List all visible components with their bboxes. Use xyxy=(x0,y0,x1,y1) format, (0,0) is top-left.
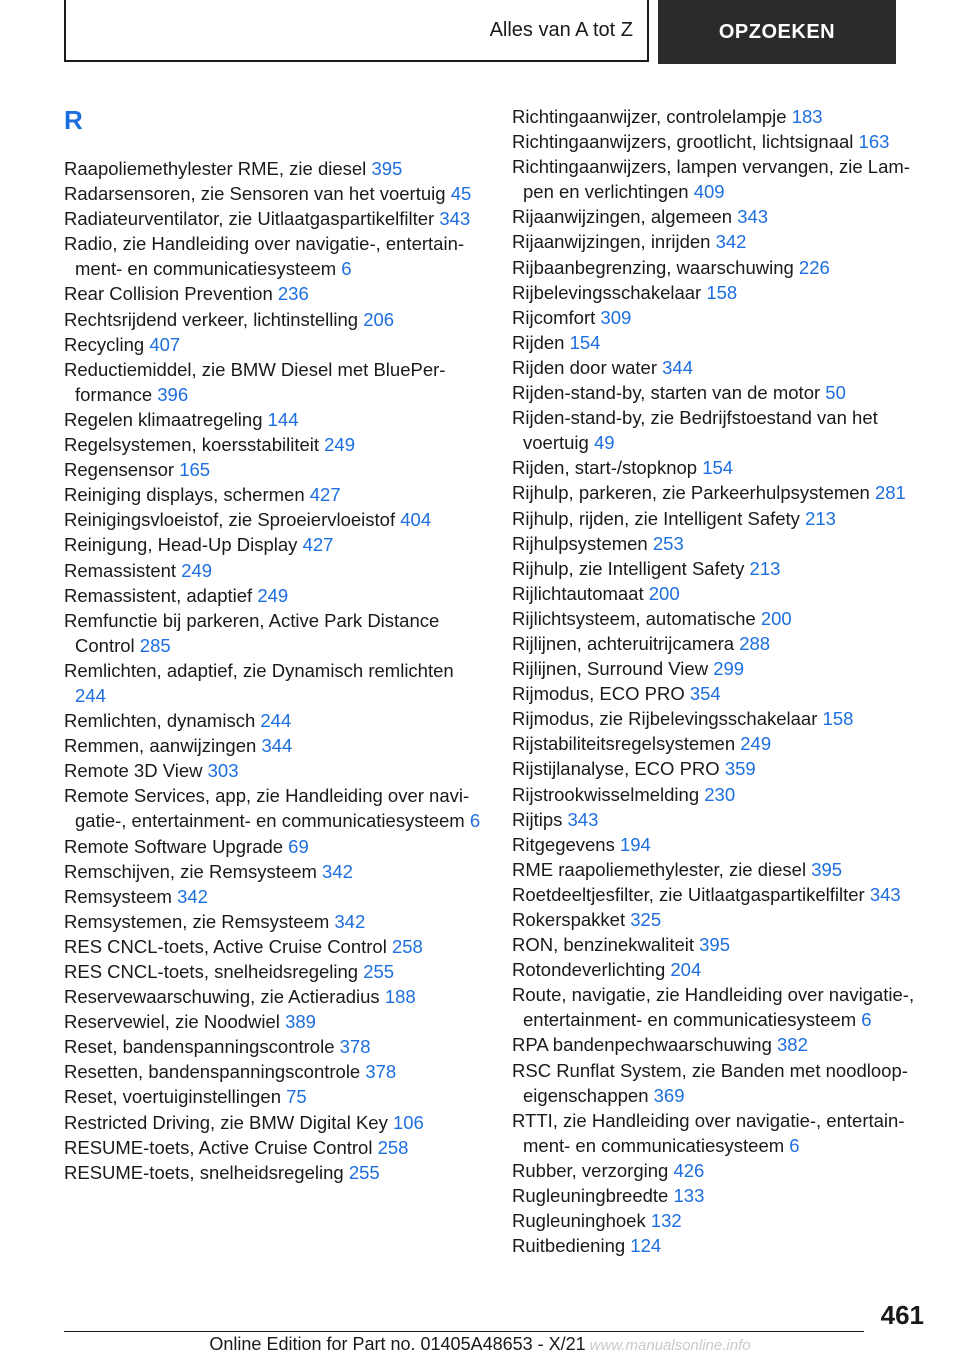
index-list-right xyxy=(512,104,932,1258)
index-entry-term: Route, navigatie, zie Handleiding over navigatie-, entertainment- en communicatiesysteem xyxy=(512,984,915,1031)
index-entry-term: Resetten, bandenspanningscontrole xyxy=(64,1061,366,1083)
footer-watermark: www.manualsonline.info xyxy=(589,1337,751,1354)
index-entry xyxy=(512,204,932,229)
index-entry-term: Rijmodus, zie Rijbelevingsschakelaar xyxy=(512,708,823,730)
page-reference-link[interactable]: 404 xyxy=(400,509,432,531)
index-entry xyxy=(64,758,484,783)
index-entry xyxy=(512,1108,932,1158)
page-reference-link[interactable]: 342 xyxy=(177,885,208,907)
index-entry-term: Ruitbediening xyxy=(512,1235,631,1257)
index-entry xyxy=(512,832,932,857)
index-entry-term: Rijden door water xyxy=(512,356,663,378)
index-entry xyxy=(512,957,932,982)
index-entry xyxy=(64,206,484,231)
index-entry xyxy=(64,307,484,332)
index-entry-term: Raapoliemethylester RME, zie diesel xyxy=(64,158,372,179)
index-entry xyxy=(64,1034,484,1059)
index-entry-term: RME raapoliemethylester, zie diesel xyxy=(512,858,812,880)
index-entry-term: Remote Services, app, zie Handleiding over navigatie-, entertainment- en communicatiesysteem xyxy=(64,785,470,832)
index-entry-term: RPA bandenpechwaarschuwing xyxy=(512,1034,777,1056)
page-reference-link[interactable]: 165 xyxy=(179,459,211,481)
page-reference-link[interactable]: 427 xyxy=(302,534,334,556)
index-entry-term: Rotondeverlichting xyxy=(512,959,671,981)
index-entry xyxy=(64,859,484,884)
index-entry-term: Rijbaanbegrenzing, waarschuwing xyxy=(512,256,799,278)
index-entry-term: Reservewaarschuwing, zie Actieradius xyxy=(64,986,385,1008)
page-reference-link[interactable]: 244 xyxy=(260,710,292,732)
index-entry-term: Rijbelevingsschakelaar xyxy=(512,281,707,303)
page-reference-link[interactable]: 342 xyxy=(334,910,366,932)
index-entry xyxy=(512,681,932,706)
index-column-right xyxy=(512,104,932,1258)
index-entry-term: Reinigung, Head-Up Display xyxy=(64,534,303,556)
index-entry-term: Rijstijlanalyse, ECO PRO xyxy=(512,758,725,780)
page-reference-link[interactable]: 188 xyxy=(384,986,416,1008)
page-reference-link[interactable]: 154 xyxy=(569,331,601,353)
page-reference-link[interactable]: 154 xyxy=(702,457,734,479)
index-entry-term: RES CNCL-toets, Active Cruise Control xyxy=(64,935,392,957)
index-entry-term: RESUME-toets, snelheidsregeling xyxy=(64,1161,349,1183)
index-entry xyxy=(512,982,932,1032)
index-entry xyxy=(64,231,484,281)
index-entry xyxy=(64,884,484,909)
page-reference-link[interactable]: 258 xyxy=(377,1136,409,1158)
index-entry-term: Reinigingsvloeistof, zie Sproeiervloeistof xyxy=(64,509,401,531)
page-reference-link[interactable]: 244 xyxy=(75,684,106,706)
index-entry xyxy=(64,909,484,934)
page-reference-link[interactable]: 106 xyxy=(392,1111,424,1133)
index-entry-term: Rijhulp, zie Intelligent Safety xyxy=(512,557,750,579)
index-entry-term: Restricted Driving, zie BMW Digital Key xyxy=(64,1111,393,1133)
footer-edition: Online Edition for Part no. 01405A48653 - X/21 xyxy=(209,1334,586,1354)
index-entry-term: RES CNCL-toets, snelheidsregeling xyxy=(64,961,364,982)
page-reference-link[interactable]: 226 xyxy=(798,256,830,278)
index-entry xyxy=(512,857,932,882)
index-entry xyxy=(512,882,932,907)
page-number: 461 xyxy=(880,1300,924,1330)
index-entry xyxy=(512,129,932,154)
index-entry-term: Remlichten, adaptief, zie Dynamisch remlichten xyxy=(64,659,454,681)
index-entry xyxy=(512,1058,932,1108)
page-reference-link[interactable]: 50 xyxy=(825,382,846,404)
index-entry-term: RON, benzinekwaliteit xyxy=(512,934,700,956)
page-reference-link[interactable]: 213 xyxy=(749,557,781,579)
index-entry xyxy=(512,355,932,380)
page-reference-link[interactable]: 288 xyxy=(739,632,771,654)
page-reference-link[interactable]: 299 xyxy=(713,658,745,680)
index-entry xyxy=(64,407,484,432)
index-entry xyxy=(512,380,932,405)
page-reference-link[interactable]: 343 xyxy=(869,883,901,905)
index-entry xyxy=(512,606,932,631)
index-entry-term: Reservewiel, zie Noodwiel xyxy=(64,1011,286,1033)
index-entry-term: Remote 3D View xyxy=(64,760,208,782)
index-entry xyxy=(64,181,484,206)
page-reference-link[interactable]: 378 xyxy=(339,1036,371,1058)
index-entry xyxy=(512,405,932,455)
page-reference-link[interactable]: 426 xyxy=(673,1159,705,1181)
index-entry xyxy=(64,733,484,758)
page-reference-link[interactable]: 200 xyxy=(648,582,680,604)
index-entry-term: RTTI, zie Handleiding over navigatie-, entertainment- en communicatiesysteem xyxy=(512,1109,905,1156)
index-entry xyxy=(64,658,484,708)
index-entry-term: Ritgegevens xyxy=(512,833,620,855)
index-entry xyxy=(64,1009,484,1034)
page-reference-link[interactable]: 303 xyxy=(207,760,239,782)
index-entry-term: Rijlichtsysteem, automatische xyxy=(512,607,761,629)
index-entry-term: Rijden xyxy=(512,331,570,353)
page-reference-link[interactable]: 253 xyxy=(652,532,684,554)
page-reference-link[interactable]: 133 xyxy=(673,1185,705,1207)
section-letter: R xyxy=(64,105,83,135)
index-entry-term: Reset, bandenspanningscontrole xyxy=(64,1036,340,1058)
page-reference-link[interactable]: 285 xyxy=(139,634,171,656)
index-entry-term: Reset, voertuiginstellingen xyxy=(64,1086,287,1108)
index-entry-term: Rijden-stand-by, starten van de motor xyxy=(512,382,826,404)
page-reference-link[interactable]: 427 xyxy=(309,484,341,506)
index-entry-term: Regelsystemen, koersstabiliteit xyxy=(64,434,325,456)
page-reference-link[interactable]: 359 xyxy=(724,758,756,780)
index-entry xyxy=(64,834,484,859)
page-reference-link[interactable]: 281 xyxy=(874,482,906,504)
page-reference-link[interactable]: 354 xyxy=(689,683,721,705)
index-entry xyxy=(64,457,484,482)
page-reference-link[interactable]: 194 xyxy=(619,833,651,855)
index-column-left xyxy=(64,104,484,1185)
page-reference-link[interactable]: 75 xyxy=(286,1086,307,1108)
page-reference-link[interactable]: 325 xyxy=(630,909,662,930)
index-entry-term: RESUME-toets, Active Cruise Control xyxy=(64,1136,378,1158)
index-entry-term: Rijstrookwisselmelding xyxy=(512,783,705,805)
index-entry xyxy=(512,556,932,581)
page-reference-link[interactable]: 144 xyxy=(267,408,299,430)
index-entry xyxy=(512,1032,932,1057)
page-reference-link[interactable]: 343 xyxy=(439,208,471,230)
index-entry xyxy=(512,330,932,355)
page-reference-link[interactable]: 249 xyxy=(740,733,772,755)
index-entry-term: Remsysteem xyxy=(64,885,178,907)
page-header xyxy=(0,0,960,66)
index-entry xyxy=(64,1110,484,1135)
page-reference-link[interactable]: 163 xyxy=(858,131,890,153)
index-entry xyxy=(512,706,932,731)
index-entry xyxy=(512,1233,932,1258)
page-reference-link[interactable]: 206 xyxy=(363,308,395,330)
footer xyxy=(0,1334,960,1355)
index-entry-term: Remlichten, dynamisch xyxy=(64,710,261,732)
page-reference-link[interactable]: 255 xyxy=(348,1161,380,1183)
index-entry-term: Radio, zie Handleiding over navigatie-, entertainment- en communicatiesysteem xyxy=(64,233,465,280)
index-entry xyxy=(512,104,932,129)
index-entry-term: Regensensor xyxy=(64,459,180,481)
index-entry-term: Richtingaanwijzers, lampen vervangen, zie Lampen en verlichtingen xyxy=(512,156,910,203)
index-entry-term: Rijaanwijzingen, inrijden xyxy=(512,231,716,253)
index-entry xyxy=(64,1160,484,1185)
index-entry xyxy=(512,656,932,681)
index-entry-term: Rechtsrijdend verkeer, lichtinstelling xyxy=(64,308,364,330)
page-reference-link[interactable]: 255 xyxy=(363,961,395,982)
index-entry xyxy=(64,934,484,959)
index-entry-term: Reiniging displays, schermen xyxy=(64,484,310,506)
search-tab[interactable] xyxy=(658,0,896,64)
page-reference-link[interactable]: 342 xyxy=(322,860,353,882)
index-entry xyxy=(64,1135,484,1160)
page-reference-link[interactable]: 49 xyxy=(593,432,615,454)
index-entry xyxy=(512,154,932,204)
search-tab-label: OPZOEKEN xyxy=(718,20,836,43)
index-entry xyxy=(64,156,484,181)
page-reference-link[interactable]: 6 xyxy=(861,1009,872,1031)
index-entry xyxy=(512,255,932,280)
index-entry-term: Rijmodus, ECO PRO xyxy=(512,683,690,705)
page-reference-link[interactable]: 309 xyxy=(600,306,632,328)
index-entry xyxy=(512,782,932,807)
index-entry xyxy=(512,1208,932,1233)
index-entry xyxy=(64,608,484,658)
page-reference-link[interactable]: 236 xyxy=(277,283,309,305)
index-entry xyxy=(512,631,932,656)
page-reference-link[interactable]: 230 xyxy=(704,783,736,805)
index-entry-term: Rijstabiliteitsregelsystemen xyxy=(512,733,741,755)
page-reference-link[interactable]: 407 xyxy=(149,333,181,355)
page-reference-link[interactable]: 45 xyxy=(450,183,472,205)
index-entry-term: Radarsensoren, zie Sensoren van het voertuig xyxy=(64,183,451,205)
index-entry-term: Rijtips xyxy=(512,808,568,830)
page-reference-link[interactable]: 343 xyxy=(567,808,599,830)
index-entry xyxy=(64,558,484,583)
index-entry-term: Rijaanwijzingen, algemeen xyxy=(512,206,738,228)
index-entry-term: Remmen, aanwijzingen xyxy=(64,735,262,757)
index-entry-term: Rugleuningbreedte xyxy=(512,1185,674,1207)
index-entry xyxy=(512,531,932,556)
index-entry xyxy=(64,432,484,457)
page-reference-link[interactable]: 382 xyxy=(777,1034,808,1056)
page-reference-link[interactable]: 124 xyxy=(630,1235,662,1257)
index-entry-term: RSC Runflat System, zie Banden met noodloopeigenschappen xyxy=(512,1059,908,1106)
page-reference-link[interactable]: 158 xyxy=(822,708,854,730)
index-entry-term: Rijhulpsystemen xyxy=(512,532,653,554)
index-entry-term: Radiateurventilator, zie Uitlaatgaspartikelfilter xyxy=(64,208,440,230)
index-entry-term: Rokerspakket xyxy=(512,909,631,930)
page-reference-link[interactable]: 249 xyxy=(324,434,356,456)
page-reference-link[interactable]: 249 xyxy=(181,559,213,581)
index-entry xyxy=(64,984,484,1009)
index-entry-term: Remassistent xyxy=(64,559,182,581)
index-entry xyxy=(64,1084,484,1109)
index-entry xyxy=(64,332,484,357)
section-tab[interactable] xyxy=(64,0,649,62)
index-entry-term: Regelen klimaatregeling xyxy=(64,408,268,430)
index-entry xyxy=(64,583,484,608)
page-reference-link[interactable]: 213 xyxy=(805,507,836,529)
page-reference-link[interactable]: 395 xyxy=(371,158,403,179)
index-entry xyxy=(64,357,484,407)
section-tab-label: Alles van A tot Z xyxy=(489,18,633,41)
page-reference-link[interactable]: 395 xyxy=(699,934,731,956)
index-entry-term: Richtingaanwijzers, grootlicht, lichtsignaal xyxy=(512,131,859,153)
index-list-left xyxy=(64,156,484,1185)
index-entry xyxy=(512,480,932,505)
index-entry xyxy=(64,281,484,306)
index-entry xyxy=(512,1183,932,1208)
index-entry xyxy=(512,731,932,756)
page-reference-link[interactable]: 132 xyxy=(650,1210,682,1232)
index-entry xyxy=(64,783,484,833)
index-entry-term: Rijcomfort xyxy=(512,306,601,328)
page-reference-link[interactable]: 258 xyxy=(391,935,423,957)
index-entry xyxy=(64,482,484,507)
index-entry-term: Remassistent, adaptief xyxy=(64,584,258,606)
index-entry-term: Richtingaanwijzer, controlelampje xyxy=(512,106,792,127)
index-entry xyxy=(64,708,484,733)
page-reference-link[interactable]: 6 xyxy=(469,810,481,832)
index-entry-term: Remote Software Upgrade xyxy=(64,835,289,857)
page-reference-link[interactable]: 369 xyxy=(653,1084,685,1106)
index-entry-term: Rugleuninghoek xyxy=(512,1210,651,1232)
page-reference-link[interactable]: 249 xyxy=(257,584,289,606)
index-entry xyxy=(512,807,932,832)
index-entry-term: Recycling xyxy=(64,333,150,355)
page-reference-link[interactable]: 204 xyxy=(670,959,702,981)
index-entry-term: Rijhulp, rijden, zie Intelligent Safety xyxy=(512,507,806,529)
page-reference-link[interactable]: 344 xyxy=(662,356,694,378)
index-entry xyxy=(64,1059,484,1084)
page-reference-link[interactable]: 378 xyxy=(365,1061,397,1083)
index-entry-term: Rear Collision Prevention xyxy=(64,283,278,305)
index-entry xyxy=(512,756,932,781)
index-entry-term: Reductiemiddel, zie BMW Diesel met BluePerformance xyxy=(64,358,446,405)
page-reference-link[interactable]: 183 xyxy=(791,106,823,127)
page-reference-link[interactable]: 69 xyxy=(288,835,309,857)
index-entry xyxy=(512,907,932,932)
index-entry-term: Rijden, start-/stopknop xyxy=(512,457,703,479)
index-entry xyxy=(512,506,932,531)
index-entry xyxy=(512,305,932,330)
page-reference-link[interactable]: 158 xyxy=(706,281,738,303)
index-entry-term: Remsystemen, zie Remsysteem xyxy=(64,910,335,932)
page-reference-link[interactable]: 344 xyxy=(261,735,293,757)
page-reference-link[interactable]: 409 xyxy=(693,181,725,203)
page-reference-link[interactable]: 6 xyxy=(789,1134,800,1156)
index-entry xyxy=(512,280,932,305)
index-entry-term: Roetdeeltjesfilter, zie Uitlaatgaspartikelfilter xyxy=(512,883,870,905)
page-reference-link[interactable]: 200 xyxy=(760,607,792,629)
index-entry-term: Remfunctie bij parkeren, Active Park Distance Control xyxy=(64,609,440,656)
index-entry-term: Remschijven, zie Remsysteem xyxy=(64,860,323,882)
index-entry-term: Rijlijnen, Surround View xyxy=(512,658,714,680)
index-entry xyxy=(64,959,484,984)
index-entry xyxy=(512,1158,932,1183)
page-reference-link[interactable]: 342 xyxy=(715,231,747,253)
page-reference-link[interactable]: 343 xyxy=(737,206,769,228)
index-entry-term: Rubber, verzorging xyxy=(512,1159,674,1181)
page-reference-link[interactable]: 395 xyxy=(811,858,843,880)
index-entry xyxy=(64,507,484,532)
index-entry-term: Rijhulp, parkeren, zie Parkeerhulpsystemen xyxy=(512,482,875,504)
index-entry-term: Rijden-stand-by, zie Bedrijfstoestand van het voertuig xyxy=(512,407,878,454)
index-entry xyxy=(512,581,932,606)
index-entry xyxy=(512,932,932,957)
page-reference-link[interactable]: 396 xyxy=(157,383,189,405)
index-entry xyxy=(64,532,484,557)
index-entry xyxy=(512,229,932,254)
index-entry xyxy=(512,455,932,480)
footer-divider xyxy=(64,1331,864,1332)
page-reference-link[interactable]: 6 xyxy=(341,258,352,280)
index-entry-term: Rijlichtautomaat xyxy=(512,582,649,604)
index-entry-term: Rijlijnen, achteruitrijcamera xyxy=(512,632,740,654)
page-reference-link[interactable]: 389 xyxy=(285,1011,316,1033)
